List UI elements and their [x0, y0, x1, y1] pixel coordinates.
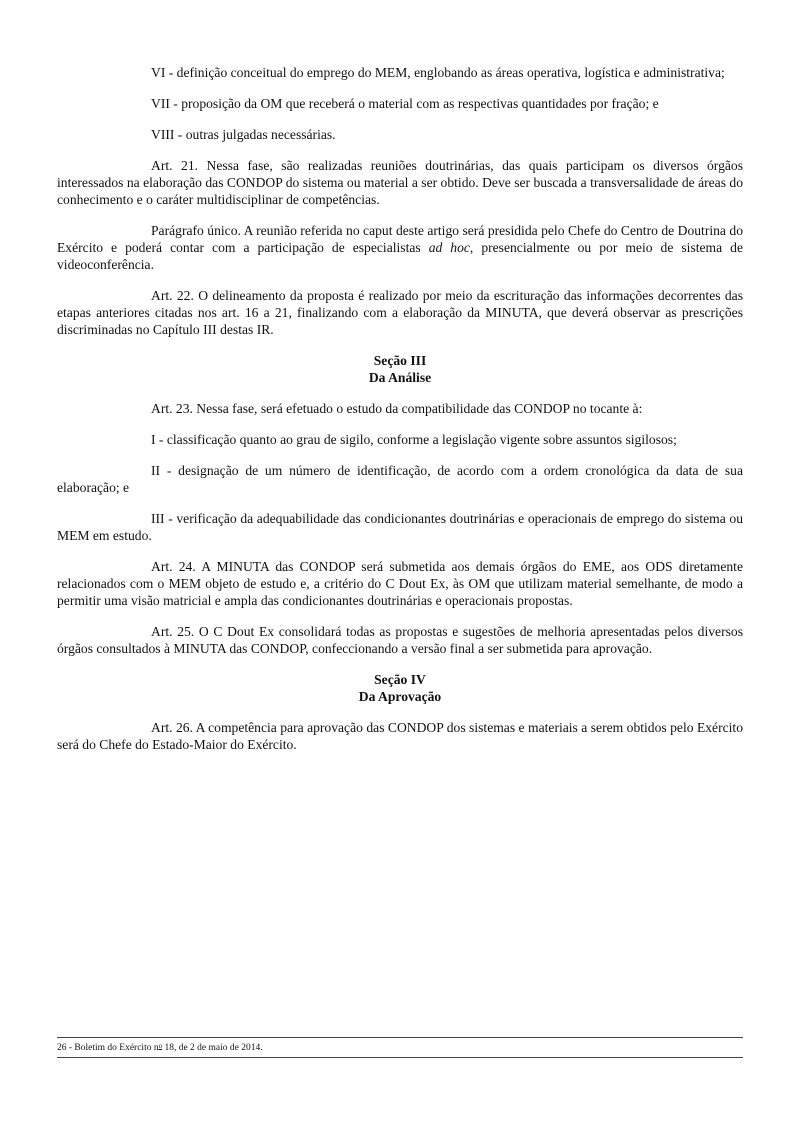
- article-26: Art. 26. A competência para aprovação das CONDOP dos sistemas e materiais a serem obtidos pelo Exército será do Chefe do Estado-Maior do Exército.: [57, 720, 743, 752]
- paragraph-text-start: Parágrafo único. A reunião referida no caput deste artigo será presidida pelo Chefe do Centro de Doutrina do Exército e poderá contar com a participação de especialistas: [57, 223, 743, 255]
- paragraph-italic-term: ad hoc: [428, 240, 470, 255]
- article-25: Art. 25. O C Dout Ex consolidará todas as propostas e sugestões de melhoria apresentadas pelos diversos órgãos consultados à MINUTA das CONDOP, confeccionando a versão final a ser submetida para aprovação.: [57, 624, 743, 656]
- footer-ordinal: o: [158, 1042, 163, 1050]
- section-iii-heading: [57, 352, 743, 386]
- paragraph-text-end: , presencialmente ou por meio de sistema de videoconferência.: [57, 240, 743, 272]
- article-23-item-ii: II - designação de um número de identificação, de acordo com a ordem cronológica da data de sua elaboração; e: [57, 463, 743, 495]
- item-viii: VIII - outras julgadas necessárias.: [151, 127, 336, 142]
- page-footer: [57, 1037, 743, 1058]
- article-24: Art. 24. A MINUTA das CONDOP será submetida aos demais órgãos do EME, aos ODS diretamente relacionados com o MEM objeto de estudo e, a critério do C Dout Ex, às OM que utilizam material semelhante, de modo a permitir uma visão matricial e ampla das condicionantes doutrinárias e operacionais propostas.: [57, 559, 743, 608]
- section-iv-heading: [57, 671, 743, 705]
- section-title: Da Análise: [368, 370, 432, 385]
- footer-text-start: 26 - Boletim do Exército n: [57, 1043, 159, 1053]
- article-23: Art. 23. Nessa fase, será efetuado o estudo da compatibilidade das CONDOP no tocante à:: [151, 401, 643, 416]
- article-23-item-iii: III - verificação da adequabilidade das condicionantes doutrinárias e operacionais de emprego do sistema ou MEM em estudo.: [57, 511, 743, 543]
- article-22: Art. 22. O delineamento da proposta é realizado por meio da escrituração das informações decorrentes das etapas anteriores citadas nos art. 16 a 21, finalizando com a elaboração da MINUTA, que deverá observar as prescrições discriminadas no Capítulo III destas IR.: [57, 288, 743, 337]
- footer-text-end: 18, de 2 de maio de 2014.: [162, 1043, 263, 1053]
- item-vii: VII - proposição da OM que receberá o material com as respectivas quantidades por fração; e: [151, 96, 659, 111]
- article-21-paragraph: [57, 222, 743, 273]
- document-body: [57, 64, 743, 767]
- article-21: Art. 21. Nessa fase, são realizadas reuniões doutrinárias, das quais participam os diversos órgãos interessados na elaboração das CONDOP do sistema ou material a ser obtido. Deve ser buscada a transversalidade de áreas do conhecimento e o caráter multidisciplinar de competências.: [57, 158, 743, 207]
- article-23-item-i: I - classificação quanto ao grau de sigilo, conforme a legislação vigente sobre assuntos sigilosos;: [151, 432, 677, 447]
- section-number: Seção IV: [374, 672, 426, 687]
- section-number: Seção III: [373, 353, 427, 368]
- item-vi: VI - definição conceitual do emprego do MEM, englobando as áreas operativa, logística e administrativa;: [151, 65, 725, 80]
- section-title: Da Aprovação: [358, 689, 442, 704]
